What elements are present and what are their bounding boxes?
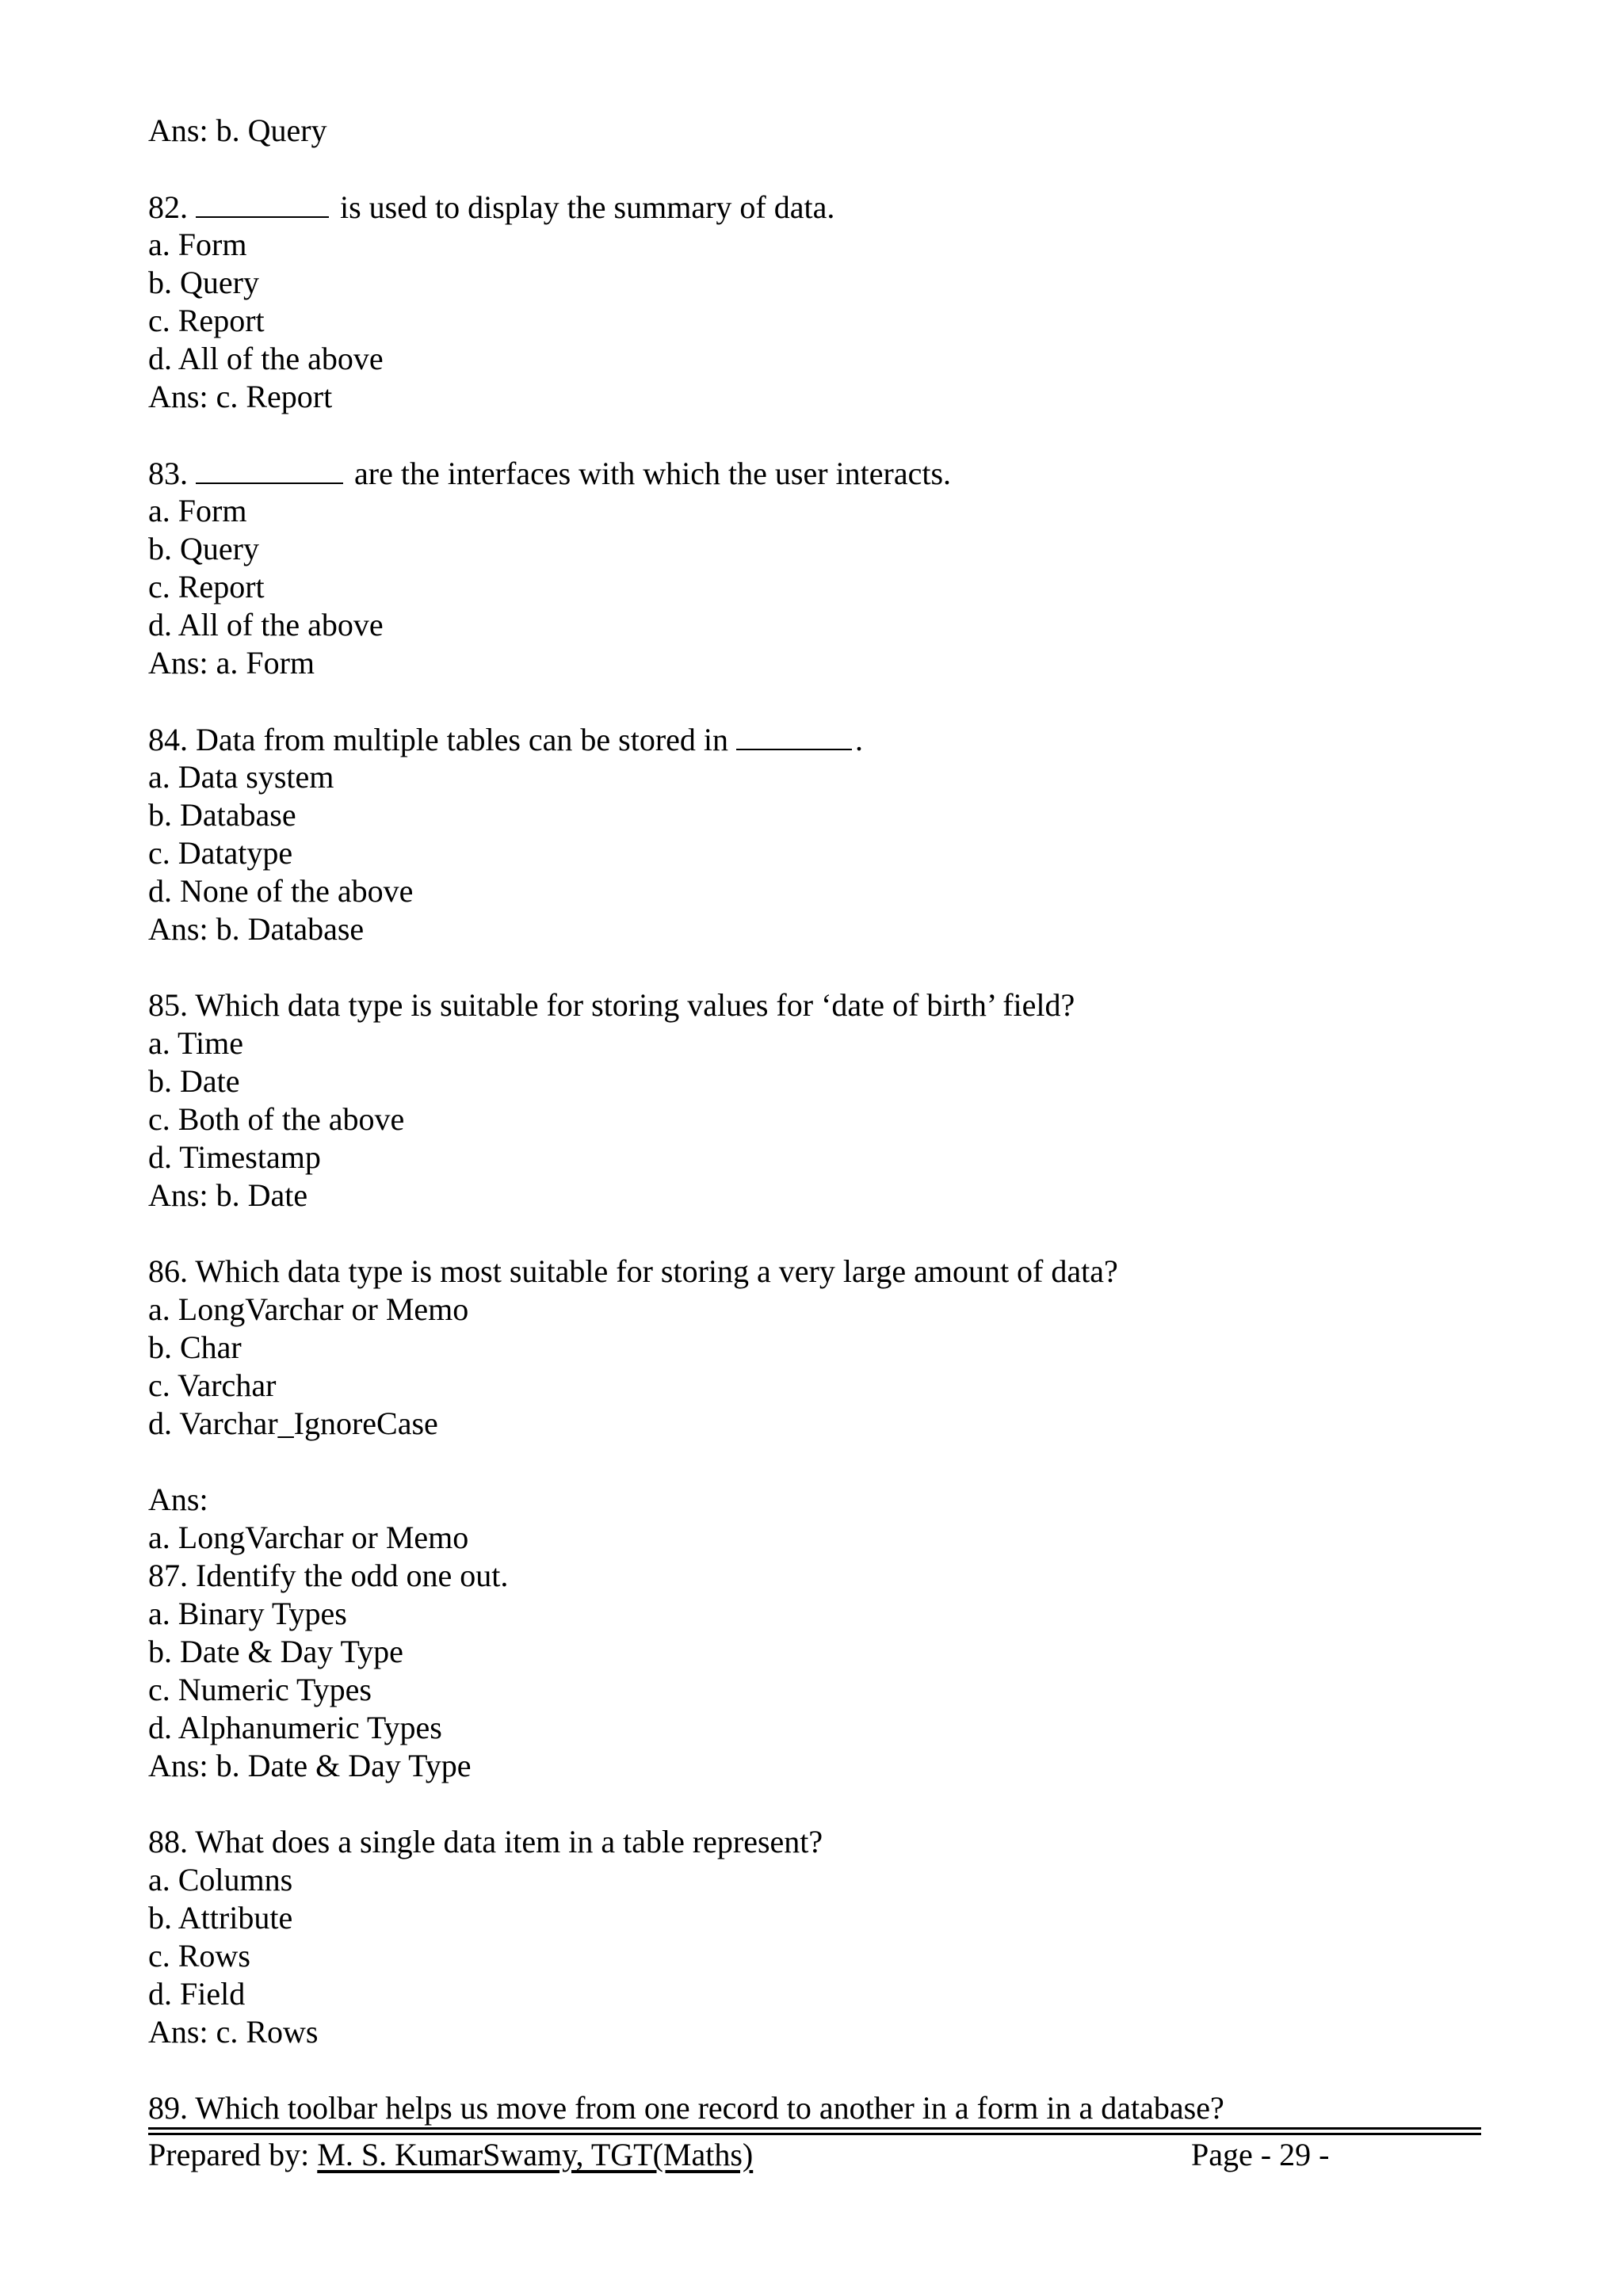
option-87-a: a. Binary Types [148, 1596, 347, 1631]
option-86-d: d. Varchar_IgnoreCase [148, 1405, 438, 1441]
option-84-c: c. Datatype [148, 835, 293, 871]
option-83-d: d. All of the above [148, 607, 384, 643]
option-87-b: b. Date & Day Type [148, 1634, 403, 1669]
question-82-stem: is used to display the summary of data. [340, 189, 835, 225]
option-88-b: b. Attribute [148, 1900, 293, 1936]
question-84-end: . [855, 722, 864, 757]
fill-blank [196, 454, 343, 484]
footer-author: M. S. KumarSwamy, TGT(Maths) [317, 2137, 754, 2172]
option-85-d: d. Timestamp [148, 1139, 321, 1175]
answer-88: Ans: c. Rows [148, 2014, 319, 2050]
option-83-a: a. Form [148, 493, 247, 528]
answer-82: Ans: c. Report [148, 379, 333, 414]
answer-86: a. LongVarchar or Memo [148, 1520, 469, 1555]
option-85-b: b. Date [148, 1063, 240, 1099]
question-83-stem: are the interfaces with which the user interacts. [354, 456, 952, 491]
question-83 [148, 454, 951, 493]
footer-prepared-by [148, 2136, 753, 2174]
option-82-b: b. Query [148, 265, 259, 300]
option-84-b: b. Database [148, 797, 296, 833]
option-86-c: c. Varchar [148, 1367, 277, 1403]
page-number: Page - 29 - [1191, 2137, 1330, 2172]
option-84-a: a. Data system [148, 759, 334, 795]
answer-84: Ans: b. Database [148, 911, 365, 947]
question-85: 85. Which data type is suitable for storing values for ‘date of birth’ field? [148, 987, 1075, 1023]
footer-rule-top [148, 2127, 1481, 2130]
option-84-d: d. None of the above [148, 873, 414, 909]
answer-85: Ans: b. Date [148, 1177, 308, 1213]
option-82-a: a. Form [148, 227, 247, 262]
option-87-d: d. Alphanumeric Types [148, 1710, 442, 1745]
answer-81: Ans: b. Query [148, 113, 327, 148]
question-86: 86. Which data type is most suitable for storing a very large amount of data? [148, 1253, 1118, 1289]
option-85-a: a. Time [148, 1025, 244, 1061]
option-88-a: a. Columns [148, 1862, 293, 1897]
option-88-d: d. Field [148, 1976, 246, 2012]
option-83-c: c. Report [148, 569, 265, 605]
option-87-c: c. Numeric Types [148, 1672, 372, 1707]
question-83-number: 83. [148, 456, 188, 491]
option-82-c: c. Report [148, 303, 265, 338]
option-85-c: c. Both of the above [148, 1101, 405, 1137]
question-88: 88. What does a single data item in a table represent? [148, 1824, 823, 1859]
question-84 [148, 720, 863, 759]
option-82-d: d. All of the above [148, 341, 384, 376]
question-87: 87. Identify the odd one out. [148, 1558, 509, 1593]
question-89: 89. Which toolbar helps us move from one record to another in a form in a database? [148, 2090, 1224, 2126]
question-82 [148, 188, 834, 227]
question-82-number: 82. [148, 189, 188, 225]
answer-87: Ans: b. Date & Day Type [148, 1748, 472, 1783]
option-83-b: b. Query [148, 531, 259, 566]
fill-blank [736, 720, 852, 750]
footer-rule-bottom [148, 2133, 1481, 2135]
question-84-stem: 84. Data from multiple tables can be stored in [148, 722, 729, 757]
option-86-a: a. LongVarchar or Memo [148, 1291, 469, 1327]
footer-prepared-label: Prepared by: [148, 2137, 318, 2172]
option-88-c: c. Rows [148, 1938, 250, 1974]
fill-blank [196, 188, 329, 218]
answer-83: Ans: a. Form [148, 645, 315, 681]
option-86-b: b. Char [148, 1329, 242, 1365]
answer-86-label: Ans: [148, 1482, 208, 1517]
